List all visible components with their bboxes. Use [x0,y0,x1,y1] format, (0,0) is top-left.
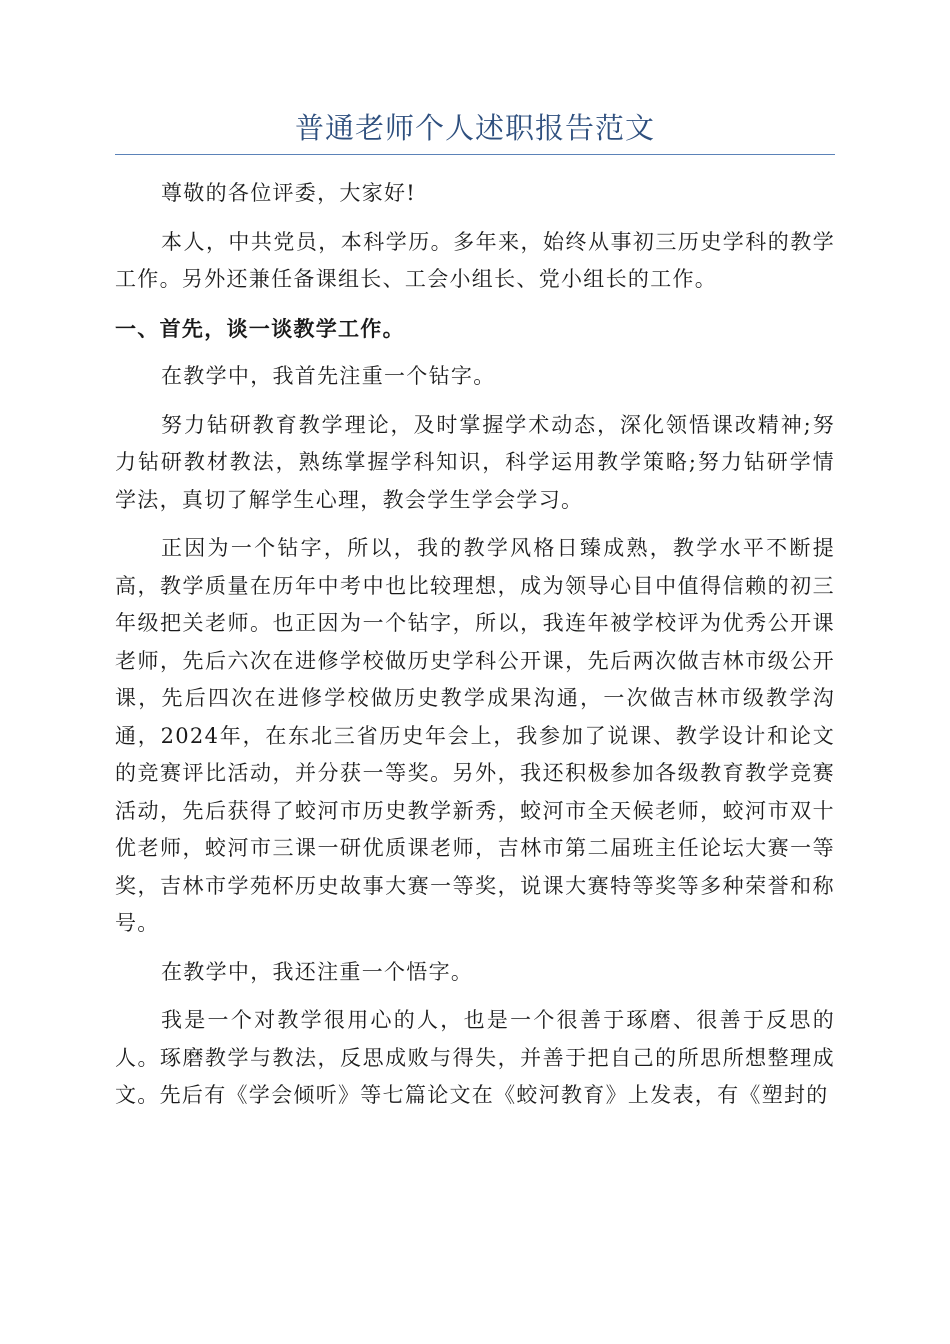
document-body [115,175,835,1115]
document-title: 普通老师个人述职报告范文 [294,111,655,145]
results-paragraph: 正因为一个钻字，所以，我的教学风格日臻成熟，教学水平不断提高，教学质量在历年中考中也比较理想，成为领导心目中值得信赖的初三年级把关老师。也正因为一个钻字，所以，我连年被学校评为优秀公开课老师，先后六次在进修学校做历史学科公开课，先后两次做吉林市级公开课，先后四次在进修学校做历史教学成果沟通，一次做吉林市级教学沟通，2024年，在东北三省历史年会上，我参加了说课、教学设计和论文的竞赛评比活动，并分获一等奖。另外，我还积极参加各级教育教学竞赛活动，先后获得了蛟河市历史教学新秀，蛟河市全天候老师，蛟河市双十优老师，蛟河市三课一研优质课老师，吉林市第二届班主任论坛大赛一等奖，吉林市学苑杯历史故事大赛一等奖，说课大赛特等奖等多种荣誉和称号。 [115,536,835,935]
section-heading-teaching: 一、首先，谈一谈教学工作。 [115,315,405,341]
intro-paragraph: 本人，中共党员，本科学历。多年来，始终从事初三历史学科的教学工作。另外还兼任备课组长、工会小组长、党小组长的工作。 [115,229,835,291]
zuan-paragraph: 在教学中，我首先注重一个钻字。 [161,364,496,388]
title-underline [115,154,835,155]
wu-paragraph: 在教学中，我还注重一个悟字。 [161,959,474,984]
greeting-paragraph: 尊敬的各位评委，大家好! [161,181,417,205]
reflection-paragraph: 我是一个对教学很用心的人，也是一个很善于琢磨、很善于反思的人。琢磨教学与教法，反思成败与得失，并善于把自己的所思所想整理成文。先后有《学会倾听》等七篇论文在《蛟河教育》上发表，有《塑封的 [115,1008,835,1107]
study-paragraph: 努力钻研教育教学理论，及时掌握学术动态，深化领悟课改精神;努力钻研教材教法，熟练掌握学科知识，科学运用教学策略;努力钻研学情学法，真切了解学生心理，教会学生学会学习。 [115,412,835,512]
